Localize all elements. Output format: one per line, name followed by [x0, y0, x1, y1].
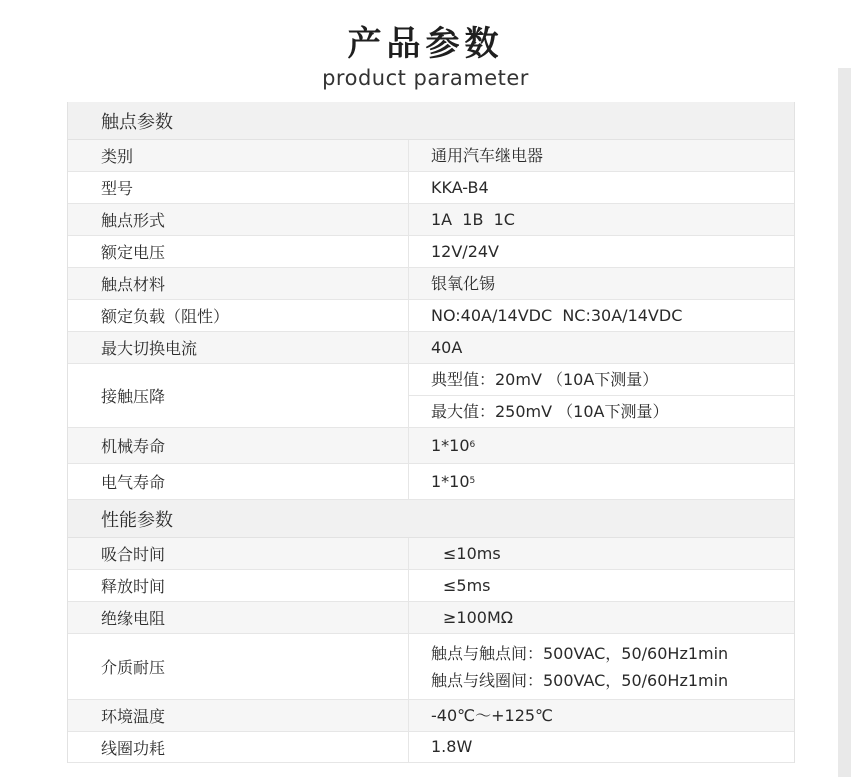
row-value: -40℃～+125℃ — [408, 700, 794, 731]
section-header-contact — [68, 102, 794, 140]
table-row — [68, 464, 794, 500]
row-label: 额定电压 — [101, 243, 166, 262]
row-label: 线圈功耗 — [101, 738, 166, 758]
table-row — [68, 332, 794, 364]
table-row — [68, 428, 794, 464]
row-value — [408, 364, 794, 427]
row-label: 接触压降 — [101, 387, 166, 406]
table-row — [68, 538, 794, 570]
row-value: NO:40A/14VDC NC:30A/14VDC — [408, 300, 794, 331]
row-label: 型号 — [101, 179, 134, 198]
row-label: 额定负载（阻性） — [101, 307, 230, 326]
page-subtitle: product parameter — [322, 66, 529, 90]
section-title: 性能参数 — [101, 509, 173, 531]
row-label: 介质耐压 — [101, 658, 166, 677]
row-label: 类别 — [101, 147, 134, 166]
row-label: 释放时间 — [101, 577, 166, 596]
row-value: KKA-B4 — [408, 172, 794, 203]
row-value-line: 最大值：250mV （10A下测量） — [409, 395, 794, 427]
table-row — [68, 364, 794, 428]
section-header-performance — [68, 500, 794, 538]
row-label: 最大切换电流 — [101, 339, 198, 358]
page-edge-shadow — [838, 68, 851, 777]
table-row — [68, 300, 794, 332]
row-value-line: 典型值：20mV （10A下测量） — [431, 369, 659, 389]
row-label: 环境温度 — [101, 707, 166, 726]
table-row — [68, 732, 794, 763]
row-value: 通用汽车继电器 — [408, 140, 794, 171]
row-value: $1*10^5$ — [408, 464, 794, 499]
page-title: 产品参数 — [347, 24, 504, 64]
row-value: 1.8W — [408, 732, 794, 762]
row-value: 银氧化锡 — [408, 268, 794, 299]
row-value-line: 触点与触点间：500VAC，50/60Hz1min — [431, 643, 729, 663]
row-value: 12V/24V — [408, 236, 794, 267]
exponent: 5 — [469, 475, 476, 486]
row-label: 电气寿命 — [101, 473, 166, 492]
table-row — [68, 700, 794, 732]
table-row — [68, 236, 794, 268]
row-value: ≤5ms — [408, 570, 794, 601]
row-value: 1A 1B 1C — [408, 204, 794, 235]
row-value: ≤10ms — [408, 538, 794, 569]
row-value: ≥100MΩ — [408, 602, 794, 633]
row-label: 机械寿命 — [101, 437, 166, 456]
parameter-table — [67, 102, 795, 763]
table-row — [68, 268, 794, 300]
row-label: 吸合时间 — [101, 545, 166, 564]
row-value: 40A — [408, 332, 794, 363]
row-value — [408, 634, 794, 699]
table-row — [68, 602, 794, 634]
table-row — [68, 140, 794, 172]
table-row — [68, 172, 794, 204]
table-row — [68, 570, 794, 602]
section-title: 触点参数 — [101, 111, 173, 133]
row-label: 触点形式 — [101, 211, 166, 230]
row-value: $1*10^6$ — [408, 428, 794, 463]
table-row — [68, 204, 794, 236]
exponent: 6 — [469, 439, 476, 450]
row-value-line: 触点与线圈间：500VAC，50/60Hz1min — [431, 670, 729, 690]
row-label: 绝缘电阻 — [101, 609, 166, 628]
table-row — [68, 634, 794, 700]
row-label: 触点材料 — [101, 275, 166, 294]
